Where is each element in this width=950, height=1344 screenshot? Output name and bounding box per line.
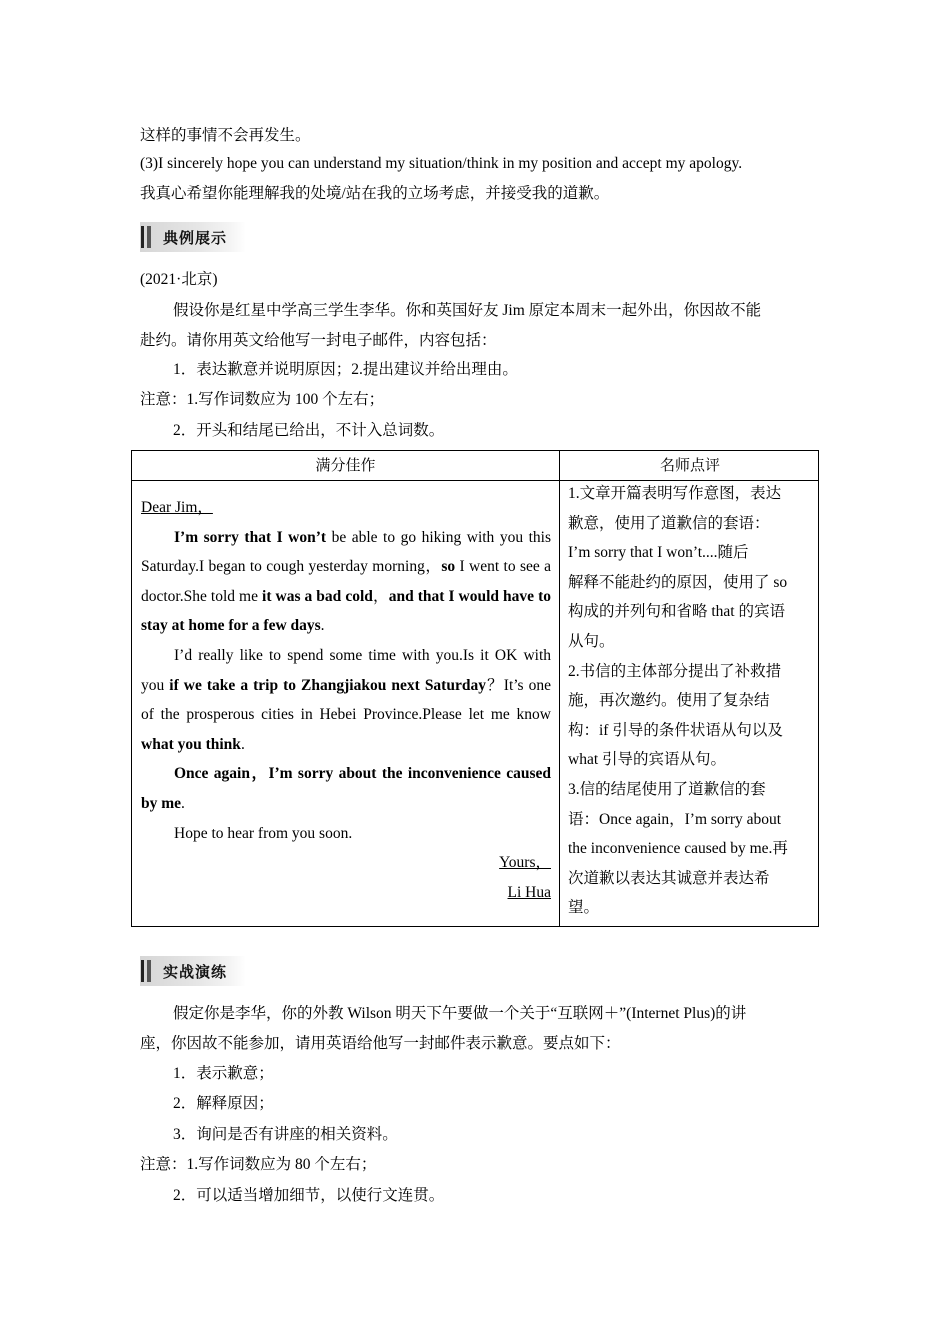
comment-line: 歉意，使用了道歉信的套语：	[568, 514, 770, 532]
table-divider-vertical	[559, 451, 560, 926]
comment-line: 从句。	[568, 632, 615, 650]
intro-line-3: 我真心希望你能理解我的处境/站在我的立场考虑，并接受我的道歉。	[140, 185, 610, 202]
example-points: 1．表达歉意并说明原因；2.提出建议并给出理由。	[173, 361, 518, 378]
practice-point-1: 1．表示歉意；	[173, 1065, 274, 1082]
comment-line: 解释不能赴约的原因，使用了 so	[568, 573, 788, 591]
intro-line-2: (3)I sincerely hope you can understand my situation/think in my position and accept my apology.	[140, 155, 743, 172]
example-task-line-2: 赴约。请你用英文给他写一封电子邮件，内容包括：	[140, 332, 497, 349]
comment-line: 望。	[568, 899, 600, 917]
model-letter	[141, 493, 551, 907]
comment-line: 1.文章开篇表明写作意图，表达	[568, 485, 782, 502]
example-note-1: 注意：1.写作词数应为 100 个左右；	[140, 391, 385, 408]
example-task-line-1: 假设你是红星中学高三学生李华。你和英国好友 Jim 原定本周末一起外出，你因故不能	[173, 302, 762, 319]
practice-note-2: 2．可以适当增加细节，以使行文连贯。	[173, 1187, 445, 1204]
section-label-practice	[140, 956, 246, 986]
teacher-comments	[568, 479, 812, 923]
comment-line: 3.信的结尾使用了道歉信的套	[568, 780, 766, 798]
comment-line: 施，再次邀约。使用了复杂结	[568, 692, 770, 710]
practice-note-1: 注意：1.写作词数应为 80 个左右；	[140, 1156, 377, 1173]
comment-line: what 引导的宾语从句。	[568, 751, 727, 769]
comment-line: 构成的并列句和省略 that 的宾语	[568, 603, 785, 621]
practice-task-line-2: 座，你因故不能参加，请用英语给他写一封邮件表示歉意。要点如下：	[140, 1035, 621, 1052]
comment-line: the inconvenience caused by me.再	[568, 840, 788, 858]
section-label-examples	[140, 222, 246, 252]
example-note-2: 2．开头和结尾已给出，不计入总词数。	[173, 422, 445, 439]
practice-point-3: 3．询问是否有讲座的相关资料。	[173, 1126, 398, 1143]
example-source: (2021·北京)	[140, 271, 218, 288]
section-label-text: 典例展示	[163, 229, 228, 247]
section-marker-bar	[147, 226, 151, 248]
letter-paragraph-3: Once again，I’m sorry about the inconvenience caused by me.	[141, 765, 551, 812]
letter-paragraph-2: I’d really like to spend some time with you.Is it OK with you if we take a trip to Zhangjiakou next Saturday？It’s one of the prosperous cities in Hebei Province.Please let me know what you think.	[141, 646, 551, 753]
practice-task-line-1: 假定你是李华，你的外教 Wilson 明天下午要做一个关于“互联网＋”(Internet Plus)的讲	[173, 1005, 747, 1022]
letter-greeting: Dear Jim，	[141, 499, 213, 516]
section-label-text: 实战演练	[163, 963, 228, 981]
practice-point-2: 2．解释原因；	[173, 1095, 274, 1112]
comment-line: I’m sorry that I won’t....随后	[568, 544, 749, 562]
intro-line-1: 这样的事情不会再发生。	[140, 127, 311, 144]
comment-line: 2.书信的主体部分提出了补救措	[568, 662, 782, 680]
letter-paragraph-1: I’m sorry that I won’t be able to go hiking with you this Saturday.I began to cough yesterday morning，so I went to see a doctor.She told me it was a bad cold，and that I would have to stay at home for a few days.	[141, 528, 551, 635]
comment-line: 次道歉以表达其诚意并表达希	[568, 869, 770, 887]
letter-signature: Li Hua	[507, 883, 551, 901]
letter-paragraph-4: Hope to hear from you soon.	[174, 824, 353, 842]
comment-line: 构：if 引导的条件状语从句以及	[568, 721, 783, 739]
table-header-model-essay: 满分佳作	[315, 456, 376, 474]
letter-closing: Yours，	[499, 854, 551, 872]
example-table	[131, 450, 819, 927]
section-marker-bar	[141, 226, 144, 248]
section-marker-bar	[141, 960, 144, 982]
comment-line: 语：Once again，I’m sorry about	[568, 810, 782, 828]
section-marker-bar	[147, 960, 151, 982]
table-header-teacher-comments: 名师点评	[659, 456, 720, 474]
